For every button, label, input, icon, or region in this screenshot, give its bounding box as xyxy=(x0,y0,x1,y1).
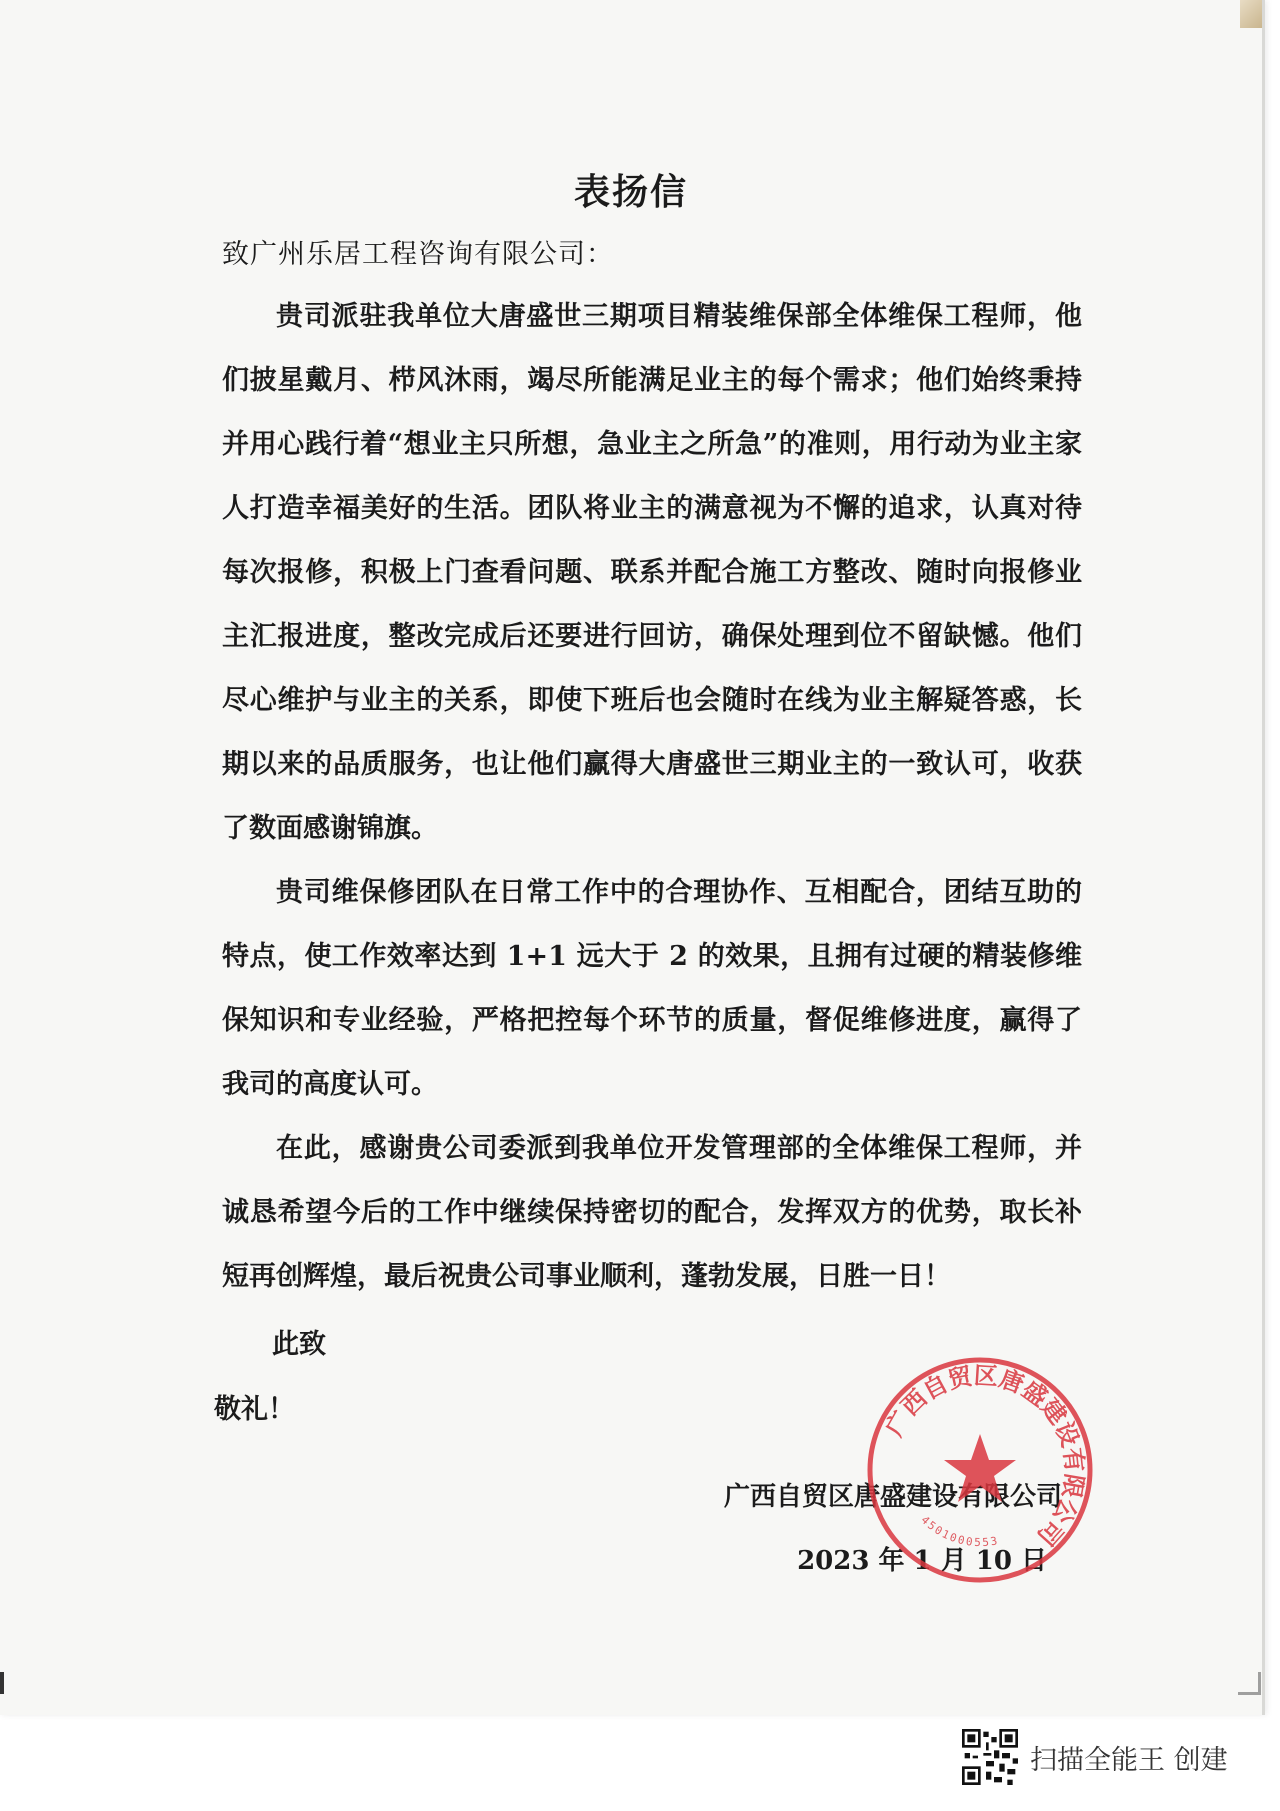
seal-number: 4501000553 xyxy=(918,1513,1001,1550)
star-icon xyxy=(944,1434,1016,1502)
seal-text: 广西自贸区唐盛建设有限公司 xyxy=(880,1361,1089,1551)
company-seal xyxy=(862,1352,1098,1588)
closing-regards: 敬礼！ xyxy=(214,1394,295,1425)
page-corner xyxy=(1240,0,1262,28)
scanner-app-label: 扫描全能王 创建 xyxy=(1030,1744,1228,1776)
body-paragraph-2: 贵司维保修团队在日常工作中的合理协作、互相配合，团结互助的特点，使工作效率达到 1+1 远大于 2 的效果，且拥有过硬的精装修维保知识和专业经验，严格把控每个环节的质量，督促维修进度，赢得了我司的高度认可。 xyxy=(222,877,1082,1100)
recipient-line: 致广州乐居工程咨询有限公司： xyxy=(222,239,614,270)
scan-edge-mark-left xyxy=(0,1672,4,1694)
body-paragraph-1: 贵司派驻我单位大唐盛世三期项目精装维保部全体维保工程师，他们披星戴月、栉风沐雨，竭尽所能满足业主的每个需求；他们始终秉持并用心践行着“想业主只所想，急业主之所急”的准则，用行动为业主家人打造幸福美好的生活。团队将业主的满意视为不懈的追求，认真对待每次报修，积极上门查看问题、联系并配合施工方整改、随时向报修业主汇报进度，整改完成后还要进行回访，确保处理到位不留缺憾。他们尽心维护与业主的关系，即使下班后也会随时在线为业主解疑答惑，长期以来的品质服务，也让他们赢得大唐盛世三期业主的一致认可，收获了数面感谢锦旗。 xyxy=(222,301,1082,844)
body-paragraph-3: 在此，感谢贵公司委派到我单位开发管理部的全体维保工程师，并诚恳希望今后的工作中继续保持密切的配合，发挥双方的优势，取长补短再创辉煌，最后祝贵公司事业顺利，蓬勃发展，日胜一日！ xyxy=(222,1133,1082,1292)
letter-body xyxy=(222,285,1082,1309)
signer-company: 广西自贸区唐盛建设有限公司 xyxy=(723,1482,1062,1512)
closing-salutation: 此致 xyxy=(272,1329,326,1360)
qr-code-icon xyxy=(962,1729,1018,1785)
scanner-watermark xyxy=(962,1726,1228,1788)
signing-date: 2023 年 1 月 10 日 xyxy=(797,1546,1047,1576)
scan-edge-mark-right xyxy=(1238,1672,1261,1695)
document-title: 表扬信 xyxy=(573,171,688,213)
